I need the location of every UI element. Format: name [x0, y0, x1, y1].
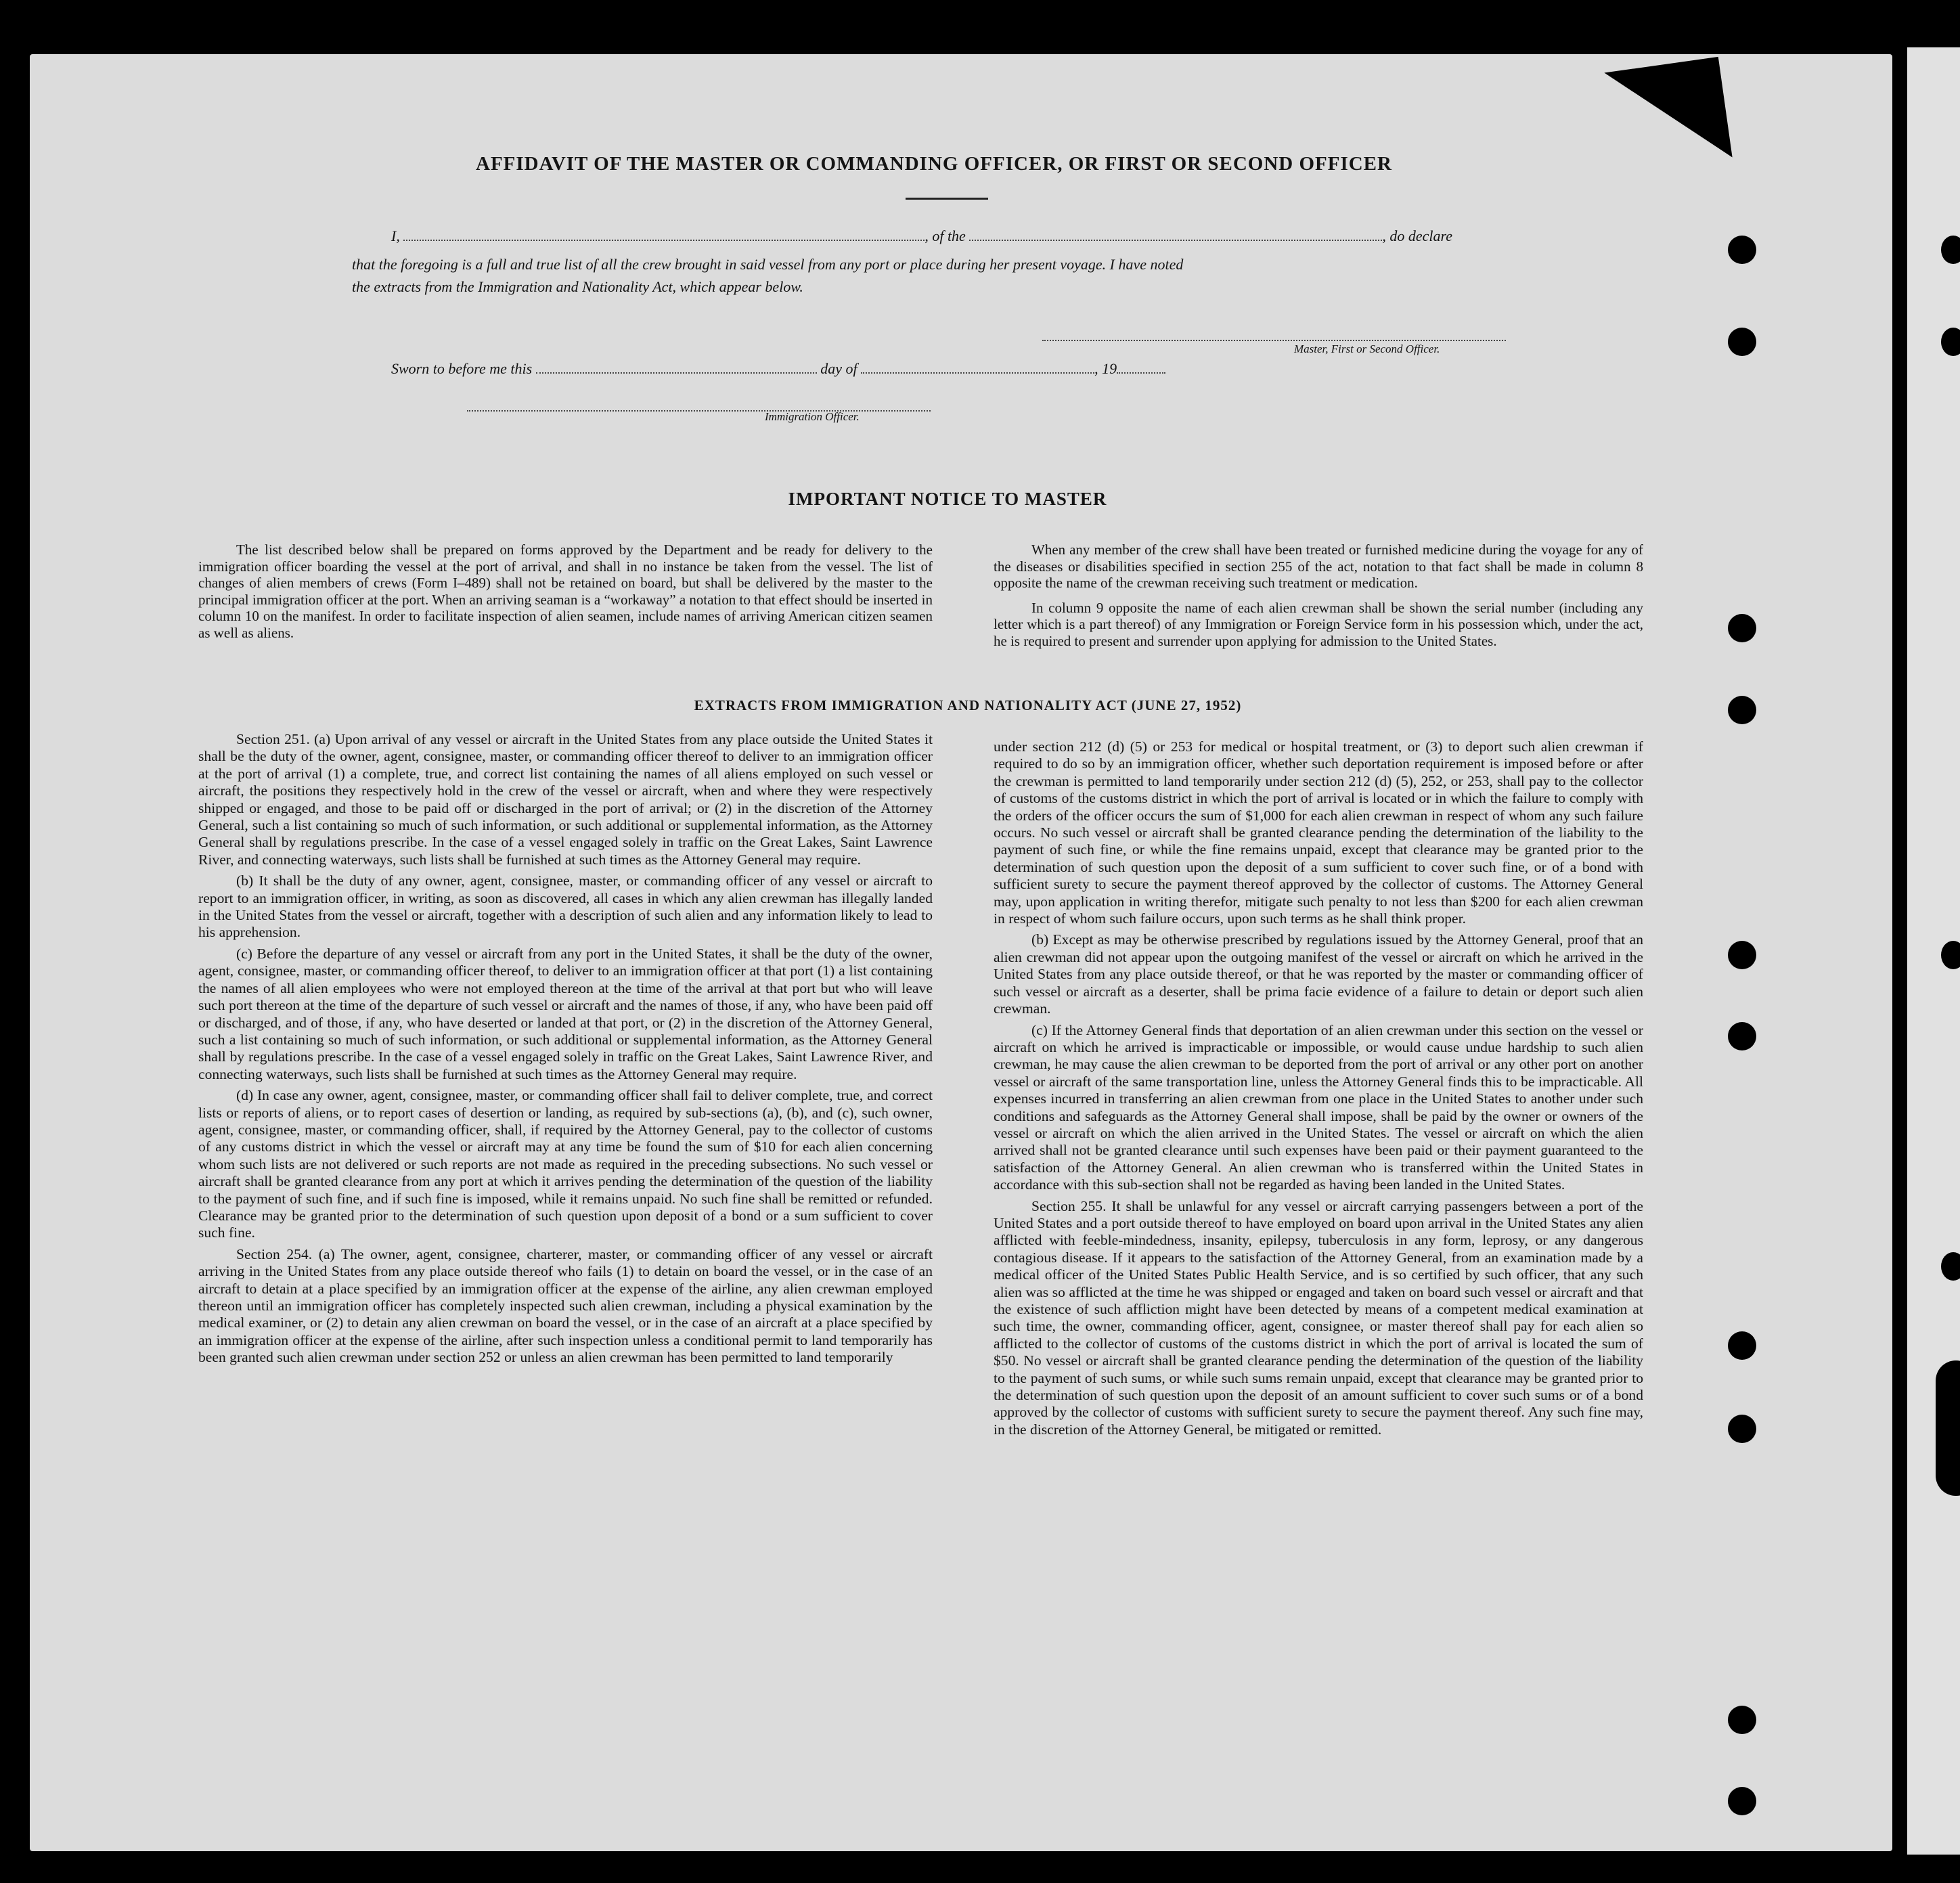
vessel-field[interactable] [969, 227, 1382, 241]
edge-punch-hole [1941, 941, 1960, 969]
act-paragraph: Section 255. It shall be unlawful for any vessel or aircraft carrying passengers between a port of the United States and a port outside thereof to have employed on board upon arrival in the United States any alien afflicted with feeble-mindedness, insanity, epilepsy, tuberculosis in any form, leprosy, or any dangerous contagious disease. If it appears to the satisfaction of the Attorney General, from an examination made by a medical officer of the United States Public Health Service, and is so certified by such officer, that any such alien was so afflicted at the time he was shipped or engaged and taken on board such vessel or aircraft and that the existence of such affliction might have been detected by means of a competent medical examination at such time, the owner, commanding officer, agent, consignee, or master thereof shall pay for each alien so afflicted to the collector of customs of the customs district in which the port of arrival is located the sum of $50. No vessel or aircraft shall be granted clearance pending the determination of the question of the liability to the payment of such sums, or while such sums remain unpaid, except that clearance may be granted prior to the determination of such question upon the deposit of an amount sufficient to cover such sums or of a bond approved by the collector of customs with sufficient surety to secure the payment thereof. Any such fine may, in the discretion of the Attorney General, be mitigated or remitted. [994, 1197, 1643, 1438]
act-paragraph: (c) Before the departure of any vessel or aircraft from any port in the United States, it shall be the duty of the owner, agent, consignee, master, or commanding officer thereof, to deliver to an immigration officer at that port (1) a list containing the names of all alien employees who were not employed thereon at the time of the arrival at that port but who will leave such port thereon at the time of the departure of such vessel or aircraft and the names of those, if any, who have been paid off or discharged, and of those, if any, who have deserted or landed at that port, or (2) in the discretion of the Attorney General, such a list containing so much of such information, or such additional or supplemental information, as the Attorney General shall by regulations prescribe. In the case of a vessel engaged solely in traffic on the Great Lakes, Saint Lawrence River, and connecting waterways, such lists shall be furnished at such times as the Attorney General may require. [198, 945, 933, 1082]
punch-hole [1728, 328, 1756, 356]
extracts-title: EXTRACTS FROM IMMIGRATION AND NATIONALITY ACT (JUNE 27, 1952) [694, 697, 1242, 713]
officer-signature-caption: Immigration Officer. [765, 410, 860, 423]
notice-title: IMPORTANT NOTICE TO MASTER [788, 489, 1107, 509]
punch-hole [1728, 1787, 1756, 1815]
title-divider [906, 198, 988, 200]
notice-paragraph: In column 9 opposite the name of each alien crewman shall be shown the serial number (including any letter which is a part thereof) of any Immigration or Foreign Service form in his possession which, under the act, he is required to present and surrender upon applying for admission to the United States. [994, 599, 1643, 649]
punch-hole [1728, 941, 1756, 969]
master-signature-caption: Master, First or Second Officer. [1294, 342, 1440, 355]
statement-line-1: that the foregoing is a full and true list of all the crew brought in said vessel from any port or place during her present voyage. I have noted [352, 256, 1184, 273]
act-paragraph: under section 212 (d) (5) or 253 for medical or hospital treatment, or (3) to deport such alien crewman if required to do so by an immigration officer, whether such deportation requirement is imposed before or after the crewman is permitted to land temporarily under section 212 (d) (5), 252, or 253, shall pay to the collector of customs of the customs district in which the port of arrival is located or in which the failure to comply with the orders of the officer occurs the sum of $1,000 for each alien crewman in respect of whom any such failure occurs. No such vessel or aircraft shall be granted clearance pending the determination of the liability to the payment of such fine, or while the fine remains unpaid, except that clearance may be granted prior to the determination of such question upon the deposit of a sum sufficient to cover such fine, or of a bond with sufficient surety to secure the payment thereof approved by the collector of customs. The Attorney General may, upon application in writing therefor, mitigate such penalty to not less than $200 for each alien crewman in respect of whom such failure occurs, upon such terms as he shall think proper. [994, 738, 1643, 927]
act-paragraph: (c) If the Attorney General finds that deportation of an alien crewman under this section on the vessel or aircraft on which he arrived is impracticable or impossible, or would cause undue hardship to such alien crewman, he may cause the alien crewman to be deported from the port of arrival or any other port on another vessel or aircraft of the same transportation line, unless the Attorney General finds this to be impracticable. All expenses incurred in transferring an alien crewman from one place in the United States to another under such conditions and safeguards as the Attorney General shall impose, shall be paid by the owner or owners of the vessel or aircraft on which the alien arrived in the United States. The vessel or aircraft on which the alien arrived shall not be granted clearance until such expenses have been paid or their payment guaranteed to the satisfaction of the Attorney General. An alien crewman who is transferred within the United States in accordance with this sub-section shall not be regarded as having been landed in the United States. [994, 1021, 1643, 1193]
edge-punch-hole [1941, 328, 1960, 356]
act-paragraph: (b) It shall be the duty of any owner, agent, consignee, master, or commanding officer of any vessel or aircraft to report to an immigration officer, in writing, as soon as discovered, all cases in which any alien crewman has illegally landed in the United States from the vessel or aircraft, together with a description of such alien and any information likely to lead to his apprehension. [198, 872, 933, 941]
year-field[interactable] [1117, 360, 1165, 374]
torn-corner-mark [1604, 57, 1732, 173]
act-paragraph: Section 251. (a) Upon arrival of any vessel or aircraft in the United States from any place outside the United States it shall be the duty of the owner, agent, consignee, master, or commanding officer thereof to deliver to an immigration officer at the port of arrival (1) a complete, true, and correct list containing the names of all aliens employed on such vessel or aircraft, the positions they respectively hold in the crew of the vessel or aircraft, when and where they were respectively shipped or engaged, and those to be paid off or discharged in the port of arrival; or (2) in the discretion of the Attorney General, such a list containing so much of such information, or such additional or supplemental information, as the Attorney General shall by regulations prescribe. In the case of a vessel engaged solely in traffic on the Great Lakes, Saint Lawrence River, and connecting waterways, such lists shall be furnished at such times as the Attorney General may require. [198, 731, 933, 868]
punch-hole [1728, 614, 1756, 642]
punch-hole [1728, 696, 1756, 724]
edge-punch-hole [1941, 1252, 1960, 1281]
extracts-left-column [198, 731, 933, 1367]
seal-edge-mark [1936, 1360, 1960, 1496]
year-label: , 19 [1094, 360, 1117, 377]
declaration-line [391, 227, 1452, 245]
sworn-line [391, 360, 1165, 378]
act-paragraph: (b) Except as may be otherwise prescribed by regulations issued by the Attorney General, proof that an alien crewman did not appear upon the outgoing manifest of the vessel or aircraft on which he arrived in the United States from any place outside thereof, or that he was reported by the master or commanding officer of such vessel or aircraft as a deserter, shall be prima facie evidence of a failure to detain or deport such alien crewman. [994, 931, 1643, 1017]
sworn-label: Sworn to before me this [391, 360, 533, 377]
edge-punch-hole [1941, 236, 1960, 264]
punch-hole [1728, 1706, 1756, 1734]
day-of-label: day of [820, 360, 858, 377]
sworn-day-field[interactable] [536, 360, 817, 374]
notice-left-column [198, 541, 933, 642]
punch-hole [1728, 236, 1756, 264]
punch-hole [1728, 1415, 1756, 1443]
punch-hole [1728, 1331, 1756, 1360]
declaration-of-the: , of the [925, 227, 966, 244]
notice-paragraph: When any member of the crew shall have been treated or furnished medicine during the voyage for any of the diseases or disabilities specified in section 255 of the act, notation to that fact shall be made in column 8 opposite the name of the crewman receiving such treatment or medication. [994, 541, 1643, 592]
declaration-end: , do declare [1382, 227, 1452, 244]
master-signature-field[interactable] [1042, 328, 1506, 341]
statement-line-2: the extracts from the Immigration and Nationality Act, which appear below. [352, 278, 803, 295]
notice-right-column [994, 541, 1643, 650]
declaration-i: I, [391, 227, 400, 244]
notice-paragraph: The list described below shall be prepared on forms approved by the Department and be ready for delivery to the immigration officer boarding the vessel at the port of arrival, and shall in no instance be taken from the vessel. The list of changes of alien members of crews (Form I–489) shall not be retained on board, but shall be delivered by the master to the principal immigration officer at the port. When an arriving seaman is a “workaway” a notation to that effect should be inserted in column 10 on the manifest. In order to facilitate inspection of alien seamen, include names of arriving American citizen seamen as well as aliens. [198, 541, 933, 641]
affidavit-title: AFFIDAVIT OF THE MASTER OR COMMANDING OFFICER, OR FIRST OR SECOND OFFICER [476, 153, 1392, 175]
officer-signature-field[interactable] [467, 398, 931, 412]
punch-hole [1728, 1022, 1756, 1050]
extracts-right-column [994, 738, 1643, 1438]
act-paragraph: (d) In case any owner, agent, consignee, master, or commanding officer shall fail to deliver complete, true, and correct lists or reports of aliens, or to report cases of desertion or landing, as required by sub-sections (a), (b), and (c), such owner, agent, consignee, master, or commanding officer, shall, if required by the Attorney General, pay to the collector of customs of any customs district in which the vessel or aircraft may at any time be found the sum of $10 for each alien concerning whom such lists are not delivered or such reports are not made as required in the preceding subsections. No such vessel or aircraft shall be granted clearance from any port at which it arrives pending the determination of the question of the liability to the payment of such fine, and if such fine is imposed, while it remains unpaid. No such fine shall be remitted or refunded. Clearance may be granted prior to the determination of such question upon deposit of a bond or a sum sufficient to cover such fine. [198, 1087, 933, 1241]
name-field[interactable] [403, 227, 925, 241]
month-field[interactable] [861, 360, 1094, 374]
act-paragraph: Section 254. (a) The owner, agent, consignee, charterer, master, or commanding officer of any vessel or aircraft arriving in the United States from any place outside thereof who fails (1) to detain on board the vessel, or in the case of an aircraft to detain at a place specified by an immigration officer at the expense of the airline, any alien crewman employed thereon until an immigration officer has completely inspected such alien crewman, including a physical examination by the medical examiner, or (2) to detain any alien crewman on board the vessel, or in the case of an aircraft at a place specified by an immigration officer at the expense of the airline, after such inspection unless a conditional permit to land temporarily has been granted such alien crewman under section 252 or unless an alien crewman has been permitted to land temporarily [198, 1245, 933, 1366]
